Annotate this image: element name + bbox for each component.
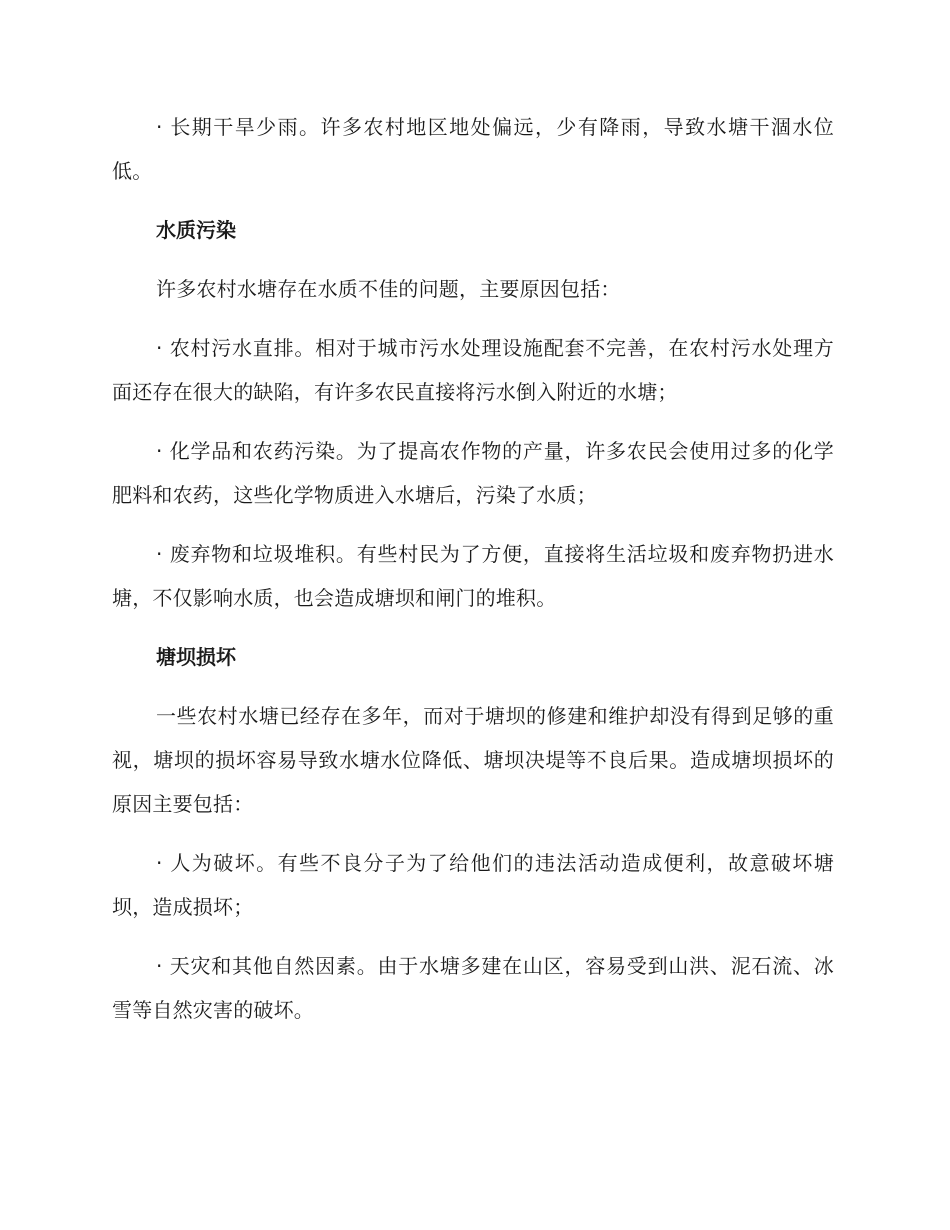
heading-water-quality: 水质污染 (156, 218, 236, 242)
paragraph-garbage: · 废弃物和垃圾堆积。有些村民为了方便，直接将生活垃圾和废弃物扔进水塘，不仅影响水质，也会造成塘坝和闸门的堆积。 (112, 542, 834, 610)
paragraph-pesticides: · 化学品和农药污染。为了提高农作物的产量，许多农民会使用过多的化学肥料和农药，这些化学物质进入水塘后，污染了水质； (112, 439, 834, 507)
paragraph-sewage: · 农村污水直排。相对于城市污水处理设施配套不完善，在农村污水处理方面还存在很大的缺陷，有许多农民直接将污水倒入附近的水塘； (112, 336, 834, 404)
paragraph-water-quality-intro: 许多农村水塘存在水质不佳的问题，主要原因包括： (156, 277, 621, 301)
paragraph-dam-intro: 一些农村水塘已经存在多年，而对于塘坝的修建和维护却没有得到足够的重视，塘坝的损坏容易导致水塘水位降低、塘坝决堤等不良后果。造成塘坝损坏的原因主要包括： (112, 704, 834, 816)
document-page (112, 105, 834, 1032)
heading-dam-damage: 塘坝损坏 (156, 645, 236, 669)
paragraph-drought: · 长期干旱少雨。许多农村地区地处偏远，少有降雨，导致水塘干涸水位低。 (112, 115, 834, 183)
paragraph-natural-disasters: · 天灾和其他自然因素。由于水塘多建在山区，容易受到山洪、泥石流、冰雪等自然灾害的破坏。 (112, 954, 834, 1022)
paragraph-human-damage: · 人为破坏。有些不良分子为了给他们的违法活动造成便利，故意破坏塘坝，造成损坏； (112, 851, 834, 919)
